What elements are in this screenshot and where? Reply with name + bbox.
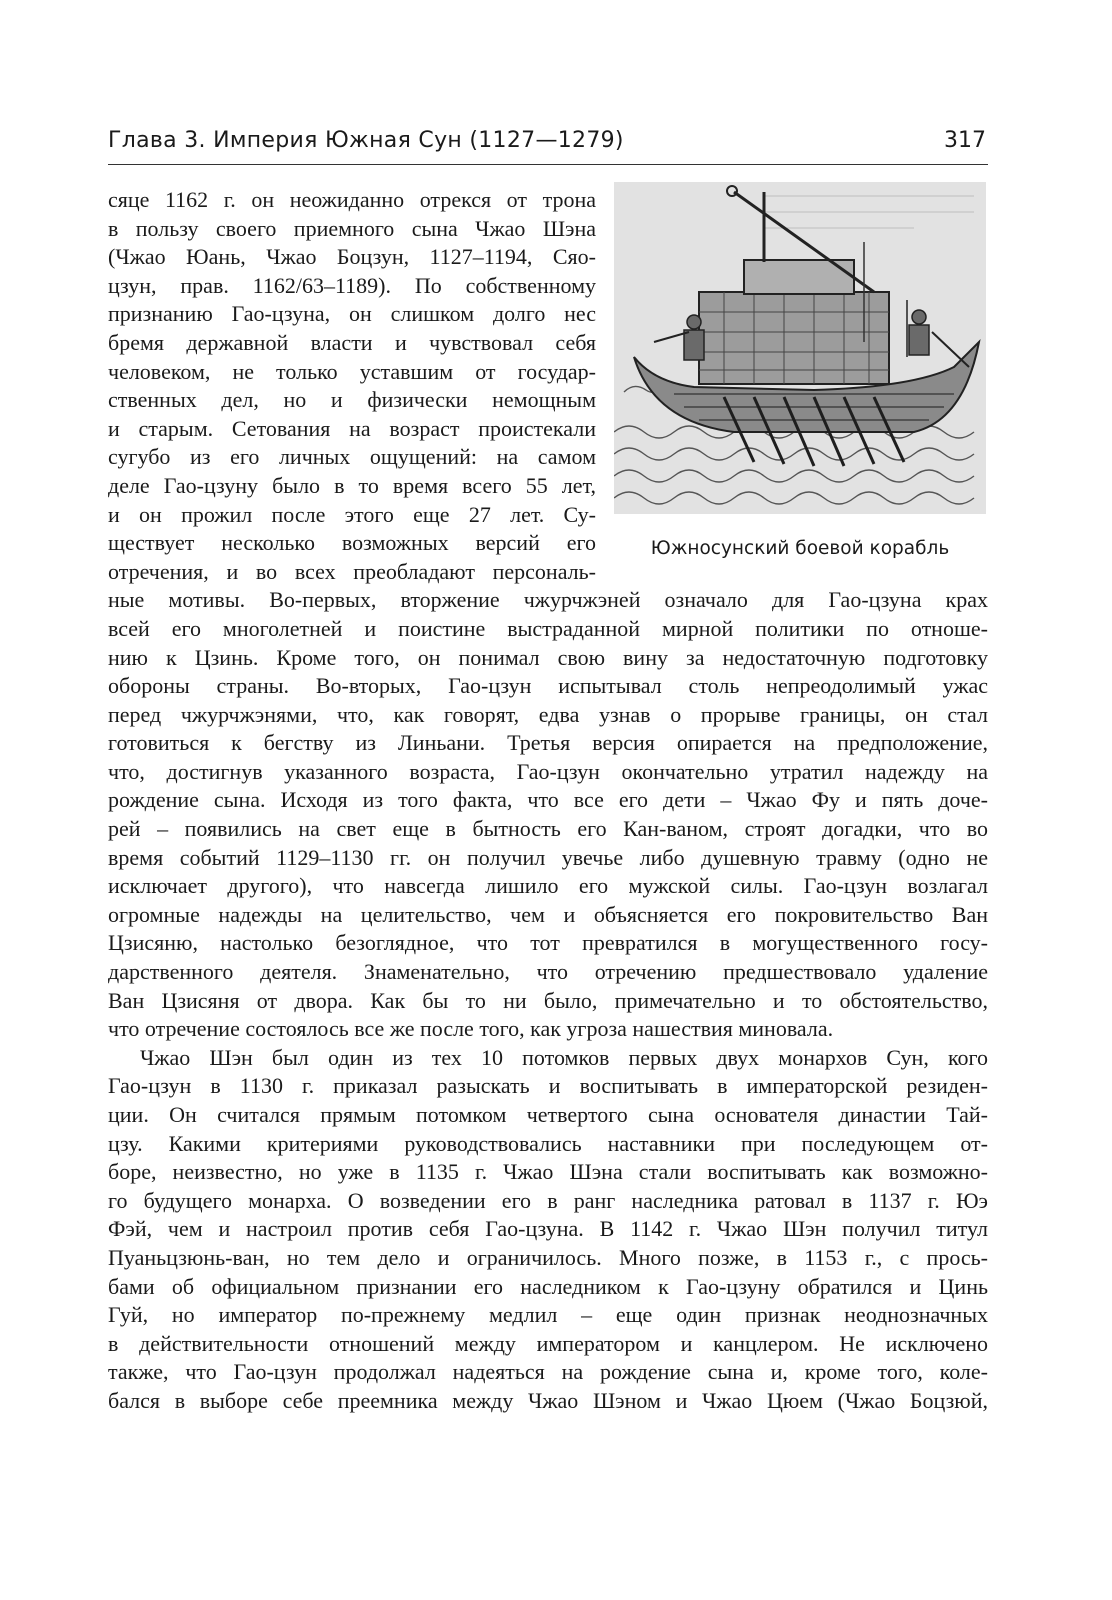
text-line: готовиться к бегству из Линьани. Третья версия опирается на предположение, <box>108 730 988 756</box>
paragraph-1 <box>108 186 988 1044</box>
text-line: бался в выборе себе преемника между Чжао Шэном и Чжао Цюем (Чжао Боцзюй, <box>108 1387 988 1413</box>
text-line: что отречение состоялось все же после того, как угроза нашествия миновала. <box>108 1016 834 1042</box>
chapter-title: Глава 3. Империя Южная Сун (1127—1279) <box>108 128 624 153</box>
text-line: Пуаньцзюнь-ван, но тем дело и ограничилось. Много позже, в 1153 г., с прось- <box>108 1244 988 1270</box>
text-line: всей его многолетней и поистине выстраданной мирной политики по отноше- <box>108 615 988 641</box>
text-line: отречения, и во всех преобладают персональ- <box>108 558 596 584</box>
page-number: 317 <box>944 128 986 153</box>
text-line: и старым. Сетования на возраст проистекали <box>108 415 596 441</box>
text-line: Цзисяню, настолько безоглядное, что тот превратился в могущественного госу- <box>108 930 988 956</box>
text-line: Ван Цзисяня от двора. Как бы то ни было, примечательно и то обстоятельство, <box>108 987 988 1013</box>
text-line: ственных дел, но и физически немощным <box>108 387 596 413</box>
text-line: ные мотивы. Во-первых, вторжение чжурчжэней означало для Гао-цзуна крах <box>108 587 988 613</box>
text-line: Фэй, чем и настроил против себя Гао-цзуна. В 1142 г. Чжао Шэн получил титул <box>108 1216 988 1242</box>
text-line: сяце 1162 г. он неожиданно отрекся от трона <box>108 187 596 212</box>
text-line: ции. Он считался прямым потомком четвертого сына основателя династии Тай- <box>108 1102 988 1127</box>
running-header <box>108 122 988 165</box>
text-line: цзун, прав. 1162/63–1189). По собственному <box>108 272 596 298</box>
text-line: в пользу своего приемного сына Чжао Шэна <box>108 215 596 241</box>
text-line: го будущего монарха. О возведении его в ранг наследника ратовал в 1137 г. Юэ <box>108 1187 988 1213</box>
figure-caption: Южносунский боевой корабль <box>650 538 950 559</box>
text-line: деле Гао-цзуну было в то время всего 55 лет, <box>108 472 596 498</box>
text-line: нию к Цзинь. Кроме того, он понимал свою вину за недостаточную подготовку <box>108 644 988 670</box>
text-line: Гао-цзун в 1130 г. приказал разыскать и воспитывать в императорской резиден- <box>108 1073 988 1099</box>
text-line: перед чжурчжэнями, что, как говорят, едва узнав о прорыве границы, он стал <box>108 701 988 727</box>
text-line: рождение сына. Исходя из того факта, что все его дети – Чжао Фу и пять доче- <box>108 787 988 813</box>
text-line: сугубо из его личных ощущений: на самом <box>108 444 596 470</box>
text-line: человеком, не только уставшим от государ- <box>108 358 596 384</box>
text-line: бремя державной власти и чувствовал себя <box>108 329 596 355</box>
text-line: в действительности отношений между императором и канцлером. Не исключено <box>108 1330 988 1356</box>
text-line: ществует несколько возможных версий его <box>108 530 596 556</box>
text-line: и он прожил после этого еще 27 лет. Су- <box>108 501 596 527</box>
text-line: огромные надежды на целительство, чем и объясняется его покровительство Ван <box>108 901 988 927</box>
text-line: что, достигнув указанного возраста, Гао-цзун окончательно утратил надежду на <box>108 758 988 784</box>
text-line: (Чжао Юань, Чжао Боцзун, 1127–1194, Сяо- <box>108 244 596 270</box>
text-line: цзу. Какими критериями руководствовались наставники при последующем от- <box>108 1130 988 1156</box>
text-line: Гуй, но император по-прежнему медлил – еще один признак неоднозначных <box>108 1302 988 1328</box>
text-line: также, что Гао-цзун продолжал надеяться на рождение сына и, кроме того, коле- <box>108 1359 988 1385</box>
text-line: признанию Гао-цзуна, он слишком долго нес <box>108 301 596 327</box>
text-line: боре, неизвестно, но уже в 1135 г. Чжао Шэна стали воспитывать как возможно- <box>108 1159 988 1185</box>
text-line: Чжао Шэн был один из тех 10 потомков первых двух монархов Сун, кого <box>140 1044 988 1070</box>
body-text <box>108 186 988 1416</box>
text-line: исключает другого), что навсегда лишило его мужской силы. Гао-цзун возлагал <box>108 873 988 899</box>
text-line: рей – появились на свет еще в бытность его Кан-ваном, строят догадки, что во <box>108 816 988 842</box>
text-line: время событий 1129–1130 гг. он получил увечье либо душевную травму (одно не <box>108 844 988 870</box>
text-line: дарственного деятеля. Знаменательно, что отречению предшествовало удаление <box>108 959 988 985</box>
text-line: обороны страны. Во-вторых, Гао-цзун испытывал столь непреодолимый ужас <box>108 673 988 699</box>
paragraph-2 <box>108 1044 988 1416</box>
text-line: бами об официальном признании его наследником к Гао-цзуну обратился и Цинь <box>108 1273 988 1299</box>
